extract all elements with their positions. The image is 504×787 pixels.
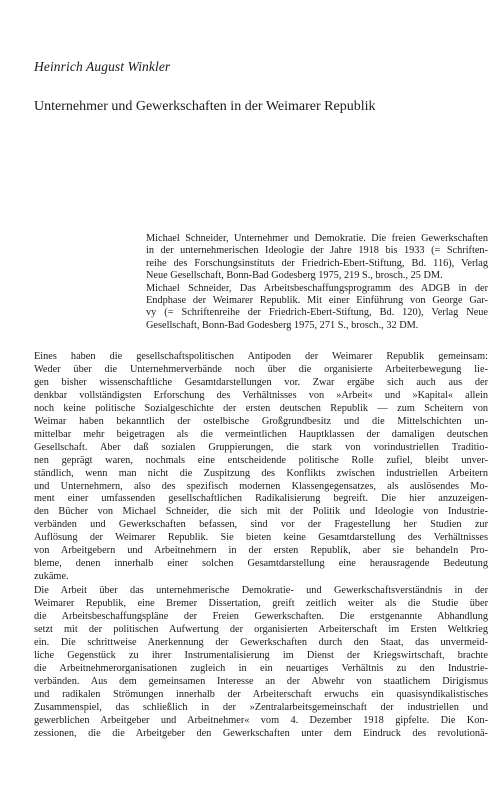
reference-line: in der unternehmerischen Ideologie der Jahre 1918 bis 1933 (= Schriften- — [146, 245, 488, 257]
body-line: ein. Die schrittweise Anerkennung der Gewerkschaften durch den Staat, das unvermeid- — [34, 636, 488, 648]
body-line: die Arbeitsbeschaffungspläne der Freien Gewerkschaften. Die erstgenannte Abhandlung — [34, 611, 488, 623]
body-line: noch keine politische Sozialgeschichte der ersten deutschen Republik — zum Scheitern von — [34, 402, 488, 414]
body-line: zessionen, die die Arbeitgeber den Gewerkschaften unter dem Eindruck des revolutionä- — [34, 727, 488, 739]
body-line: verbänden. Aus dem gemeinsamen Interesse an der Abwehr von staatlichem Dirigismus — [34, 675, 488, 687]
body-line: Auflösung der Weimarer Republik. Sie bieten keine Gesamtdarstellung des Verhältnisses — [34, 532, 488, 544]
reference-line: reihe des Forschungsinstituts der Friedrich-Ebert-Stiftung, Bd. 116), Verlag — [146, 257, 488, 269]
reference-line: Gesellschaft, Bonn-Bad Godesberg 1975, 271 S., brosch., 32 DM. — [146, 319, 419, 331]
body-line: verbänden und Gewerkschaften befassen, sind vor der Fragestellung her Studien zur — [34, 519, 488, 531]
body-paragraph — [34, 351, 488, 584]
body-line: Weimarer Republik, eine Bremer Dissertation, greift zeitlich weiter als die Studie über — [34, 598, 488, 610]
reference-line: Michael Schneider, Das Arbeitsbeschaffungsprogramm des ADGB in der — [146, 282, 488, 294]
reference-line: Michael Schneider, Unternehmer und Demokratie. Die freien Gewerkschaften — [146, 233, 488, 244]
body-line: Eines haben die gesellschaftspolitischen Antipoden der Weimarer Republik gemeinsam: — [34, 351, 488, 362]
body-line: und radikalen Strömungen innerhalb der Arbeiterschaft erwuchs ein quasisyndikalistisches — [34, 688, 488, 700]
body-line: gen bisher wissenschaftliche Gesamtdarstellungen vor. Zwar ergäbe sich auch aus der — [34, 376, 488, 388]
body-line: von Arbeitgebern und Arbeitnehmern in der ersten Republik, aber sie behandeln Pro- — [34, 545, 488, 557]
author-name: Heinrich August Winkler — [34, 59, 171, 74]
reference-line: vy (= Schriftenreihe der Friedrich-Ebert-Stiftung, Bd. 120), Verlag Neue — [146, 307, 488, 319]
article-title: Unternehmer und Gewerkschaften in der Weimarer Republik — [34, 99, 376, 114]
body-line: und Unternehmern, also des spezifisch modernen Klassengegensatzes, als auslösendes Mo- — [34, 480, 488, 492]
body-line: Zusammenspiel, das schließlich in der »Zentralarbeitsgemeinschaft der industriellen und — [34, 701, 488, 713]
body-line: die Arbeitnehmerorganisationen zugleich in ein neuartiges Verhältnis zu den Industrie- — [34, 662, 488, 674]
body-paragraph — [34, 585, 488, 740]
body-line: Weimar haben bekanntlich der ostelbische Großgrundbesitz und die Mittelschichten un- — [34, 415, 488, 427]
body-line: Weder über die Unternehmerverbände noch über die organisierte Arbeiterbewegung lie- — [34, 363, 488, 375]
body-line: denkbar vollständigsten Erforschung des Verhältnisses von »Arbeit« und »Kapital« allein — [34, 389, 488, 401]
body-line: Die Arbeit über das unternehmerische Demokratie- und Gewerkschaftsverständnis in der — [34, 585, 488, 597]
body-line: nen geprägt waren, nochmals eine entscheidende politische Rolle zufiel, bleibt unver- — [34, 454, 488, 466]
reference-line: Endphase der Weimarer Republik. Mit einer Einführung von George Gar- — [146, 295, 488, 307]
body-line: mittelbar mehr beigetragen als die vermeintlichen Hauptklassen der damaligen deutschen — [34, 428, 488, 440]
body-line: setzt mit der politischen Aufwertung der organisierten Arbeiterschaft im Ersten Weltkrieg — [34, 624, 488, 636]
body-line: ständlich, wenn man nicht die Zuspitzung des Konflikts zwischen industriellen Arbeitern — [34, 467, 488, 479]
reference-line: Neue Gesellschaft, Bonn-Bad Godesberg 1975, 219 S., brosch., 25 DM. — [146, 270, 443, 282]
article-body — [34, 351, 488, 742]
body-line: Gesellschaft. Aber daß sozialen Gruppierungen, die stark von vorindustriellen Traditio- — [34, 441, 488, 453]
review-references — [146, 233, 488, 332]
reference-entry — [146, 233, 488, 283]
reference-entry — [146, 283, 488, 333]
body-line: zukäme. — [34, 571, 69, 583]
body-line: bleme, denen innerhalb einer solchen Gesamtdarstellung eine herausragende Bedeutung — [34, 558, 488, 570]
body-line: liche Gegenstück zu ihrer Instrumentalisierung im Dienst der Kriegswirtschaft, brachte — [34, 649, 488, 661]
body-line: ment einer umfassenden gesellschaftlichen Radikalisierung begreift. Die hier anzuzeigen- — [34, 493, 488, 505]
body-line: gewerblichen Arbeitgeber und Arbeitnehmer« vom 4. Dezember 1918 gipfelte. Die Kon- — [34, 714, 488, 726]
body-line: den Bücher von Michael Schneider, die sich mit der Politik und Ideologie von Industrie- — [34, 506, 488, 518]
